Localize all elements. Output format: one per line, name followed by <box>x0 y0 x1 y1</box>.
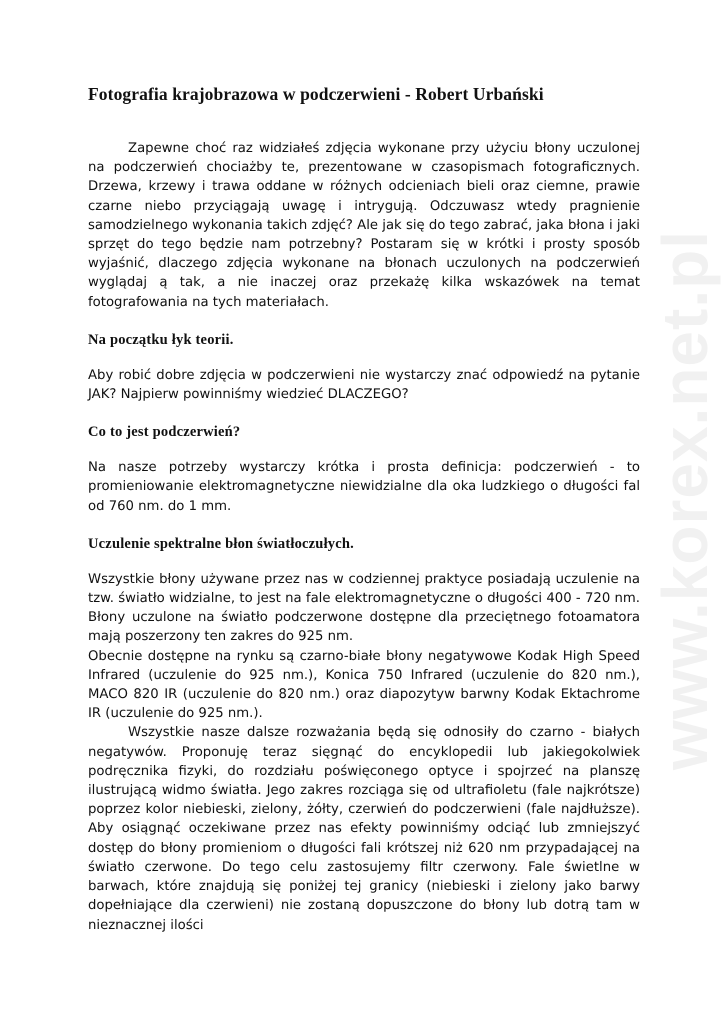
document-page <box>88 84 640 935</box>
section-text-spectral-negatives: Wszystkie nasze dalsze rozważania będą się odnosiły do czarno - białych negatywów. Proponuję teraz sięgnąć do encyklopedii lub jakiegokolwiek podręcznika fizyki, do rozdziału poświęconego optyce i spojrzeć na planszę ilustrującą widmo światła. Jego zakres rozciąga się od ultrafioletu (fale najkrótsze) poprzez kolor niebieski, zielony, żółty, czerwień do podczerwieni (fale najdłuższe). Aby osiągnąć oczekiwane przez nas efekty powinniśmy odciąć lub zmniejszyć dostęp do błony promieniom o długości fali krótszej niż 620 nm przypadającej na światło czerwone. Do tego celu zastosujemy filtr czerwony. Fale świetlne w barwach, które znajdują się poniżej tej granicy (niebieski i zielony jako barwy dopełniające dla czerwieni) nie zostaną dopuszczone do błony lub dotrą tam w nieznacznej ilości <box>88 725 640 933</box>
section-text-theory: Aby robić dobre zdjęcia w podczerwieni nie wystarczy znać odpowiedź na pytanie JAK? Najpierw powinniśmy wiedzieć DLACZEGO? <box>88 367 640 403</box>
watermark-text: www.korex.net.pl <box>649 230 721 770</box>
intro-paragraph: Zapewne choć raz widziałeś zdjęcia wykonane przy użyciu błony uczulonej na podczerwień chociażby te, prezentowane w czasopismach fotograficznych. Drzewa, krzewy i trawa oddane w różnych odcieniach bieli oraz ciemne, prawie czarne niebo przyciągają uwagę i intrygują. Odczuwasz wtedy pragnienie samodzielnego wykonania takich zdjęć? Ale jak się do tego zabrać, jaka błona i jaki sprzęt do tego będzie nam potrzebny? Postaram się w krótki i prosty sposób wyjaśnić, dlaczego zdjęcia wykonane na błonach uczulonych na podczerwień wyglądaj ą tak, a nie inaczej oraz przekażę kilka wskazówek na temat fotografowania na tych materiałach. <box>88 141 640 310</box>
section-text-spectral-films: Obecnie dostępne na rynku są czarno-białe błony negatywowe Kodak High Speed Infrared (uczulenie do 925 nm.), Konica 750 Infrared (uczulenie do 820 nm.), MACO 820 IR (uczulenie do 820 nm.) oraz diapozytyw barwny Kodak Ektachrome IR (uczulenie do 925 nm.). <box>88 648 640 722</box>
section-heading-theory: Na początku łyk teorii. <box>88 331 234 348</box>
section-heading-infrared: Co to jest podczerwień? <box>88 424 241 441</box>
section-text-spectral: Wszystkie błony używane przez nas w codziennej praktyce posiadają uczulenie na tzw. światło widzialne, to jest na fale elektromagnetyczne o długości 400 - 720 nm. Błony uczulone na światło podczerwone dostępne dla przeciętnego fotoamatora mają poszerzony ten zakres do 925 nm. <box>88 571 640 645</box>
watermark <box>650 160 720 840</box>
section-heading-spectral: Uczulenie spektralne błon światłoczułych. <box>88 535 354 552</box>
document-title: Fotografia krajobrazowa w podczerwieni - Robert Urbański <box>88 84 544 104</box>
section-text-infrared: Na nasze potrzeby wystarczy krótka i prosta definicja: podczerwień - to promieniowanie elektromagnetyczne niewidzialne dla oka ludzkiego o długości fal od 760 nm. do 1 mm. <box>88 460 640 514</box>
